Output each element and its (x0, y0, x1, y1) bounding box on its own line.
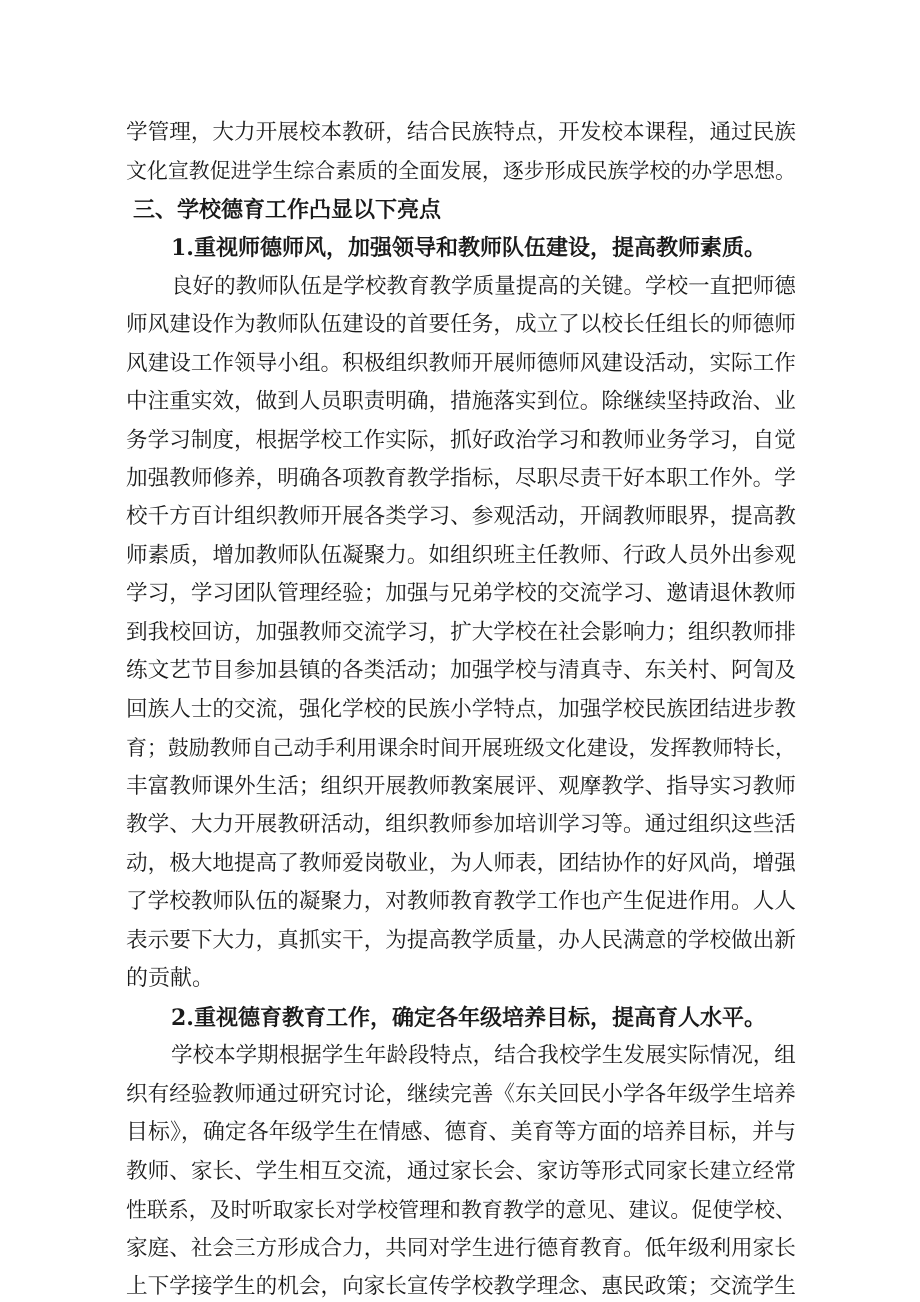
text-line: 上下学接学生的机会，向家长宣传学校教学理念、惠民政策；交流学生 (126, 1274, 796, 1299)
text-line: 到我校回访，加强教师交流学习，扩大学校在社会影响力；组织教师排 (126, 620, 796, 645)
subsection-heading: 1.重视师德师风，加强领导和教师队伍建设，提高教师素质。 (171, 235, 766, 261)
text-line: 教学、大力开展教研活动，组织教师参加培训学习等。通过组织这些活 (126, 812, 796, 837)
text-line: 教师、家长、学生相互交流，通过家长会、家访等形式同家长建立经常 (126, 1159, 796, 1184)
text-line: 务学习制度，根据学校工作实际，抓好政治学习和教师业务学习，自觉 (126, 428, 796, 453)
text-line: 中注重实效，做到人员职责明确，措施落实到位。除继续坚持政治、业 (126, 389, 796, 414)
text-line: 表示要下大力，真抓实干，为提高教学质量，办人民满意的学校做出新 (126, 928, 796, 953)
text-line: 丰富教师课外生活；组织开展教师教案展评、观摩教学、指导实习教师 (126, 774, 796, 799)
text-line: 家庭、社会三方形成合力，共同对学生进行德育教育。低年级利用家长 (126, 1236, 796, 1261)
text-line: 师素质，增加教师队伍凝聚力。如组织班主任教师、行政人员外出参观 (126, 543, 796, 568)
text-line: 了学校教师队伍的凝聚力，对教师教育教学工作也产生促进作用。人人 (126, 889, 796, 914)
text-line: 的贡献。 (126, 966, 215, 991)
text-line: 育；鼓励教师自己动手利用课余时间开展班级文化建设，发挥教师特长， (126, 736, 796, 760)
text-line: 师风建设作为教师队伍建设的首要任务，成立了以校长任组长的师德师 (126, 312, 796, 337)
text-line: 文化宣教促进学生综合素质的全面发展，逐步形成民族学校的办学思想。 (126, 159, 796, 183)
text-line: 良好的教师队伍是学校教育教学质量提高的关键。学校一直把师德 (171, 274, 796, 299)
text-line: 动，极大地提高了教师爱岗敬业，为人师表，团结协作的好风尚，增强 (126, 851, 796, 876)
text-line: 练文艺节目参加县镇的各类活动；加强学校与清真寺、东关村、阿訇及 (126, 658, 796, 683)
text-line: 风建设工作领导小组。积极组织教师开展师德师风建设活动，实际工作 (126, 351, 796, 376)
text-line: 目标》，确定各年级学生在情感、德育、美育等方面的培养目标，并与 (126, 1120, 797, 1145)
text-line: 织有经验教师通过研究讨论，继续完善《东关回民小学各年级学生培养 (126, 1082, 796, 1107)
text-line: 回族人士的交流，强化学校的民族小学特点，加强学校民族团结进步教 (126, 697, 796, 722)
text-line: 校千方百计组织教师开展各类学习、参观活动，开阔教师眼界，提高教 (126, 504, 796, 529)
text-line: 学管理，大力开展校本教研，结合民族特点，开发校本课程，通过民族 (126, 120, 796, 145)
text-line: 学校本学期根据学生年龄段特点，结合我校学生发展实际情况，组 (171, 1043, 796, 1068)
text-line: 学习，学习团队管理经验；加强与兄弟学校的交流学习、邀请退休教师 (126, 581, 796, 606)
text-line: 性联系，及时听取家长对学校管理和教育教学的意见、建议。促使学校、 (126, 1198, 796, 1222)
text-line: 加强教师修养，明确各项教育教学指标，尽职尽责干好本职工作外。学 (126, 466, 796, 491)
subsection-heading: 2.重视德育教育工作，确定各年级培养目标，提高育人水平。 (171, 1005, 766, 1031)
section-heading: 三、学校德育工作凸显以下亮点 (133, 197, 442, 223)
